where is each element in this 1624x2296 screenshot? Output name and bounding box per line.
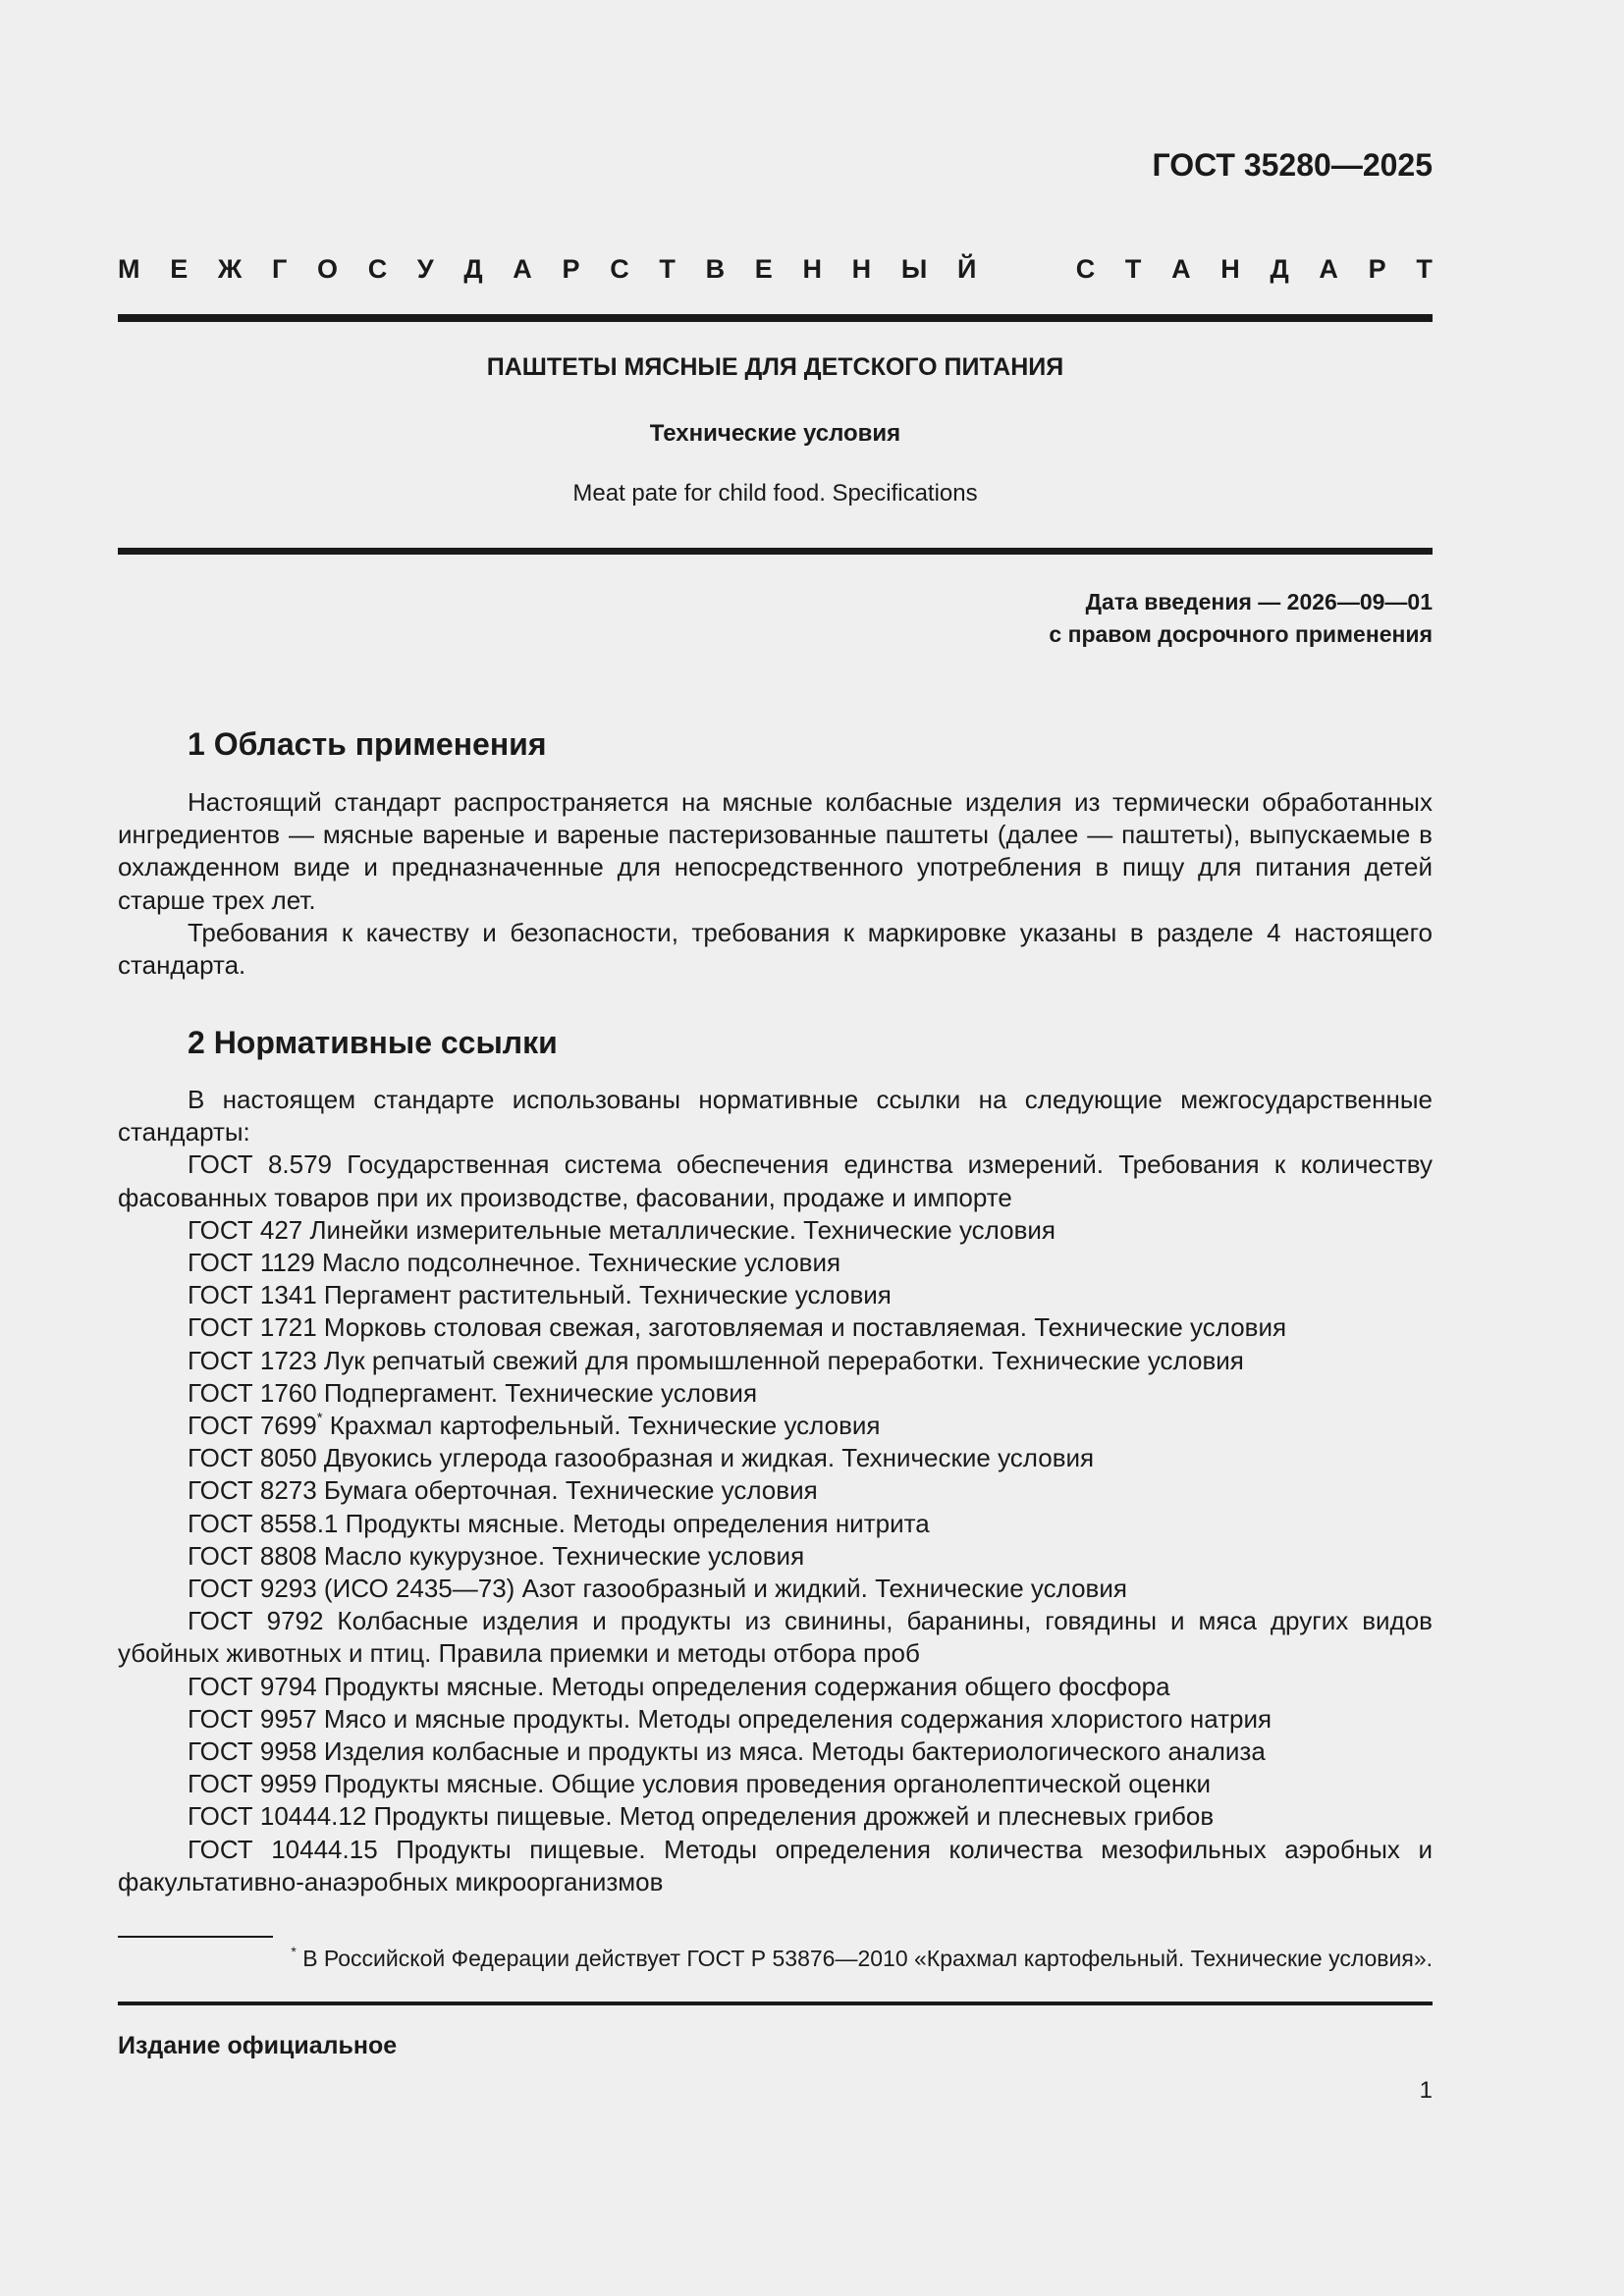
early-application-note: с правом досрочного применения	[1049, 621, 1433, 647]
banner-letter: Ы	[900, 253, 928, 284]
banner-letter: М	[118, 253, 140, 284]
reference-item: ГОСТ 9959 Продукты мясные. Общие условия проведения органолептической оценки	[188, 1769, 1212, 1799]
standard-code: ГОСТ 35280—2025	[1152, 147, 1433, 183]
reference-item: ГОСТ 1721 Морковь столовая свежая, заготовляемая и поставляемая. Технические условия	[188, 1312, 1287, 1343]
banner-letter: Д	[1270, 253, 1289, 284]
banner-letter: Е	[754, 253, 773, 284]
banner-letter: С	[1075, 253, 1096, 284]
reference-title: Крахмал картофельный. Технические условия	[322, 1411, 881, 1441]
footnote-separator	[118, 1936, 273, 1938]
reference-item	[118, 1410, 1433, 1442]
banner-letter: Р	[1368, 253, 1386, 284]
reference-item: ГОСТ 1760 Подпергамент. Технические условия	[188, 1377, 758, 1408]
reference-item: ГОСТ 1129 Масло подсолнечное. Технические условия	[188, 1248, 841, 1278]
section-heading-references: 2 Нормативные ссылки	[188, 1025, 558, 1060]
banner-letter: Г	[271, 253, 288, 284]
section-scope-body	[118, 786, 1433, 982]
document-title: ПАШТЕТЫ МЯСНЫЕ ДЛЯ ДЕТСКОГО ПИТАНИЯ	[486, 353, 1064, 381]
banner-letter: Т	[659, 253, 676, 284]
reference-item: ГОСТ 8.579 Государственная система обеспечения единства измерений. Требования к количеству фасованных товаров при их производстве, фасовании, продаже и импорте	[118, 1149, 1433, 1212]
section-heading-scope: 1 Область применения	[188, 726, 547, 762]
page-number: 1	[1419, 2077, 1433, 2104]
reference-item: ГОСТ 9957 Мясо и мясные продукты. Методы определения содержания хлористого натрия	[188, 1703, 1272, 1734]
banner-letter: О	[316, 253, 338, 284]
introduction-date: Дата введения — 2026—09—01	[1085, 589, 1433, 614]
banner-letter: У	[416, 253, 434, 284]
reference-code: ГОСТ 7699	[188, 1411, 317, 1441]
footnote-text: В Российской Федерации действует ГОСТ Р 53876—2010 «Крахмал картофельный. Технические условия».	[296, 1946, 1433, 1971]
banner-letter: Т	[1416, 253, 1433, 284]
section-references-body	[118, 1084, 1433, 1898]
reference-item: ГОСТ 9794 Продукты мясные. Методы определения содержания общего фосфора	[188, 1671, 1170, 1701]
banner-letter: Н	[1220, 253, 1240, 284]
banner-letter: Н	[802, 253, 822, 284]
standard-banner	[118, 251, 1433, 287]
banner-letter: Т	[1124, 253, 1142, 284]
english-title: Meat pate for child food. Specifications	[572, 480, 978, 507]
reference-item: ГОСТ 9958 Изделия колбасные и продукты из мяса. Методы бактериологического анализа	[188, 1736, 1266, 1767]
paragraph: В настоящем стандарте использованы нормативные ссылки на следующие межгосударственные стандарты:	[118, 1085, 1433, 1148]
banner-letter: В	[705, 253, 726, 284]
reference-item: ГОСТ 8050 Двуокись углерода газообразная и жидкая. Технические условия	[188, 1443, 1095, 1473]
reference-item: ГОСТ 427 Линейки измерительные металлические. Технические условия	[188, 1214, 1056, 1245]
banner-letter: Й	[956, 253, 977, 284]
banner-letter: А	[513, 253, 532, 284]
paragraph: Настоящий стандарт распространяется на мясные колбасные изделия из термически обработанных ингредиентов — мясные вареные и вареные пастеризованные паштеты (далее — паштеты), выпускаемые в охлажденном виде и предназначенные для непосредственного употребления в пищу для питания детей старше трех лет.	[118, 787, 1433, 915]
title-rule	[118, 548, 1433, 555]
banner-letter: Е	[170, 253, 189, 284]
reference-item: ГОСТ 1341 Пергамент растительный. Технические условия	[188, 1280, 892, 1310]
banner-letter: Ж	[217, 253, 243, 284]
reference-item: ГОСТ 1723 Лук репчатый свежий для промышленной переработки. Технические условия	[188, 1345, 1244, 1375]
document-subtitle: Технические условия	[649, 420, 901, 447]
footer-rule	[118, 2002, 1433, 2005]
reference-item: ГОСТ 8558.1 Продукты мясные. Методы определения нитрита	[188, 1508, 930, 1538]
reference-item: ГОСТ 10444.12 Продукты пищевые. Метод определения дрожжей и плесневых грибов	[188, 1801, 1215, 1832]
edition-label: Издание официальное	[118, 2032, 398, 2059]
footnote	[118, 1944, 1433, 1973]
banner-letter: С	[610, 253, 629, 284]
banner-letter: А	[1319, 253, 1338, 284]
footnote-marker[interactable]: *	[316, 1410, 323, 1427]
banner-letter: С	[367, 253, 388, 284]
introduction-date-block	[1049, 586, 1433, 651]
reference-item: ГОСТ 8808 Масло кукурузное. Технические условия	[188, 1540, 805, 1571]
banner-letter: Н	[851, 253, 872, 284]
paragraph: Требования к качеству и безопасности, требования к маркировке указаны в разделе 4 настоящего стандарта.	[118, 917, 1433, 981]
banner-letter: А	[1171, 253, 1191, 284]
reference-item: ГОСТ 9293 (ИСО 2435—73) Азот газообразный и жидкий. Технические условия	[188, 1574, 1127, 1604]
reference-item: ГОСТ 8273 Бумага оберточная. Технические условия	[188, 1475, 818, 1506]
footnote-marker: *	[291, 1944, 297, 1959]
reference-item: ГОСТ 9792 Колбасные изделия и продукты из свинины, баранины, говядины и мяса других видов убойных животных и птиц. Правила приемки и методы отбора проб	[118, 1606, 1433, 1669]
top-rule	[118, 314, 1433, 322]
reference-item: ГОСТ 10444.15 Продукты пищевые. Методы определения количества мезофильных аэробных и факультативно-анаэробных микроорганизмов	[118, 1834, 1433, 1896]
banner-letter: Р	[562, 253, 580, 284]
banner-letter: Д	[463, 253, 483, 284]
